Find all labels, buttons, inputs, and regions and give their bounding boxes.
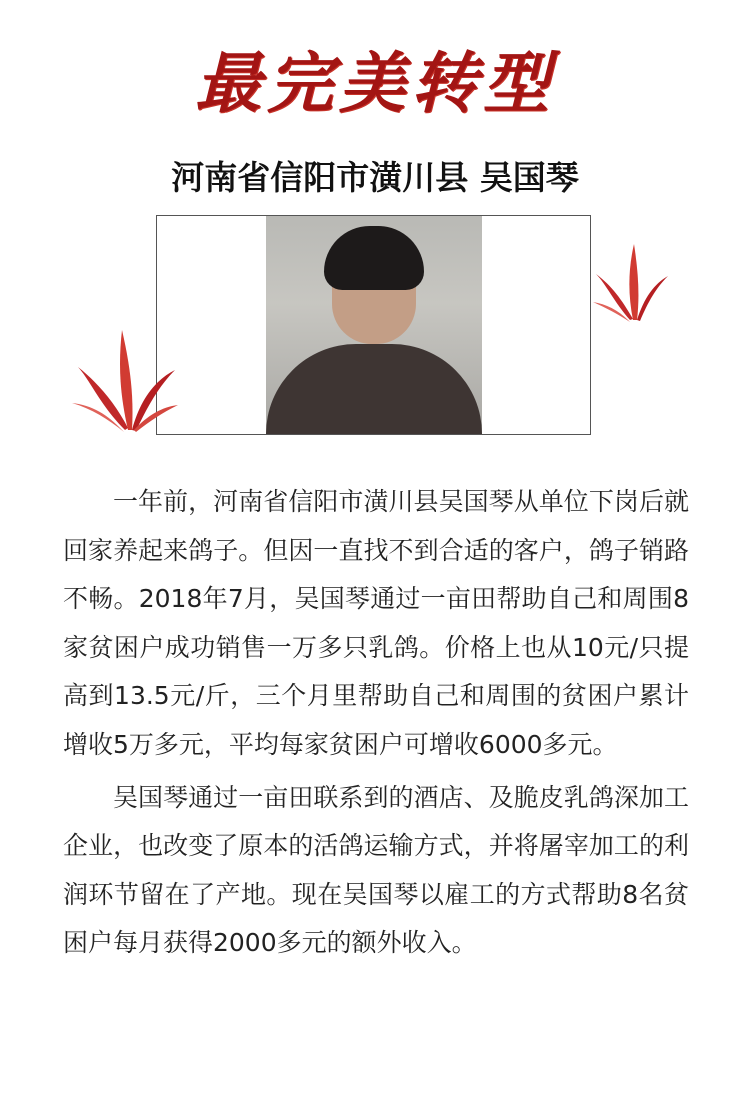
portrait-photo [266,216,482,434]
poster-title: 最完美转型 [195,44,555,122]
portrait-body [266,344,482,434]
grass-decoration-left-icon [70,325,180,435]
portrait-hair [324,226,424,290]
article-paragraph-2: 吴国琴通过一亩田联系到的酒店、及脆皮乳鸽深加工企业，也改变了原本的活鸽运输方式，并将屠宰加工的利润环节留在了产地。现在吴国琴以雇工的方式帮助8名贫困户每月获得2000多元的额外收入。 [63,782,689,958]
person-location-name: 河南省信阳市潢川县 吴国琴 [171,158,579,197]
article-body [63,478,689,972]
article-paragraph-1: 一年前，河南省信阳市潢川县吴国琴从单位下岗后就回家养起来鸽子。但因一直找不到合适的客户，鸽子销路不畅。2018年7月，吴国琴通过一亩田帮助自己和周围8家贫困户成功销售一万多只乳鸽。价格上也从10元/只提高到13.5元/斤，三个月里帮助自己和周围的贫困户累计增收5万多元，平均每家贫困户可增收6000多元。 [63,487,689,759]
grass-decoration-right-icon [592,240,670,322]
